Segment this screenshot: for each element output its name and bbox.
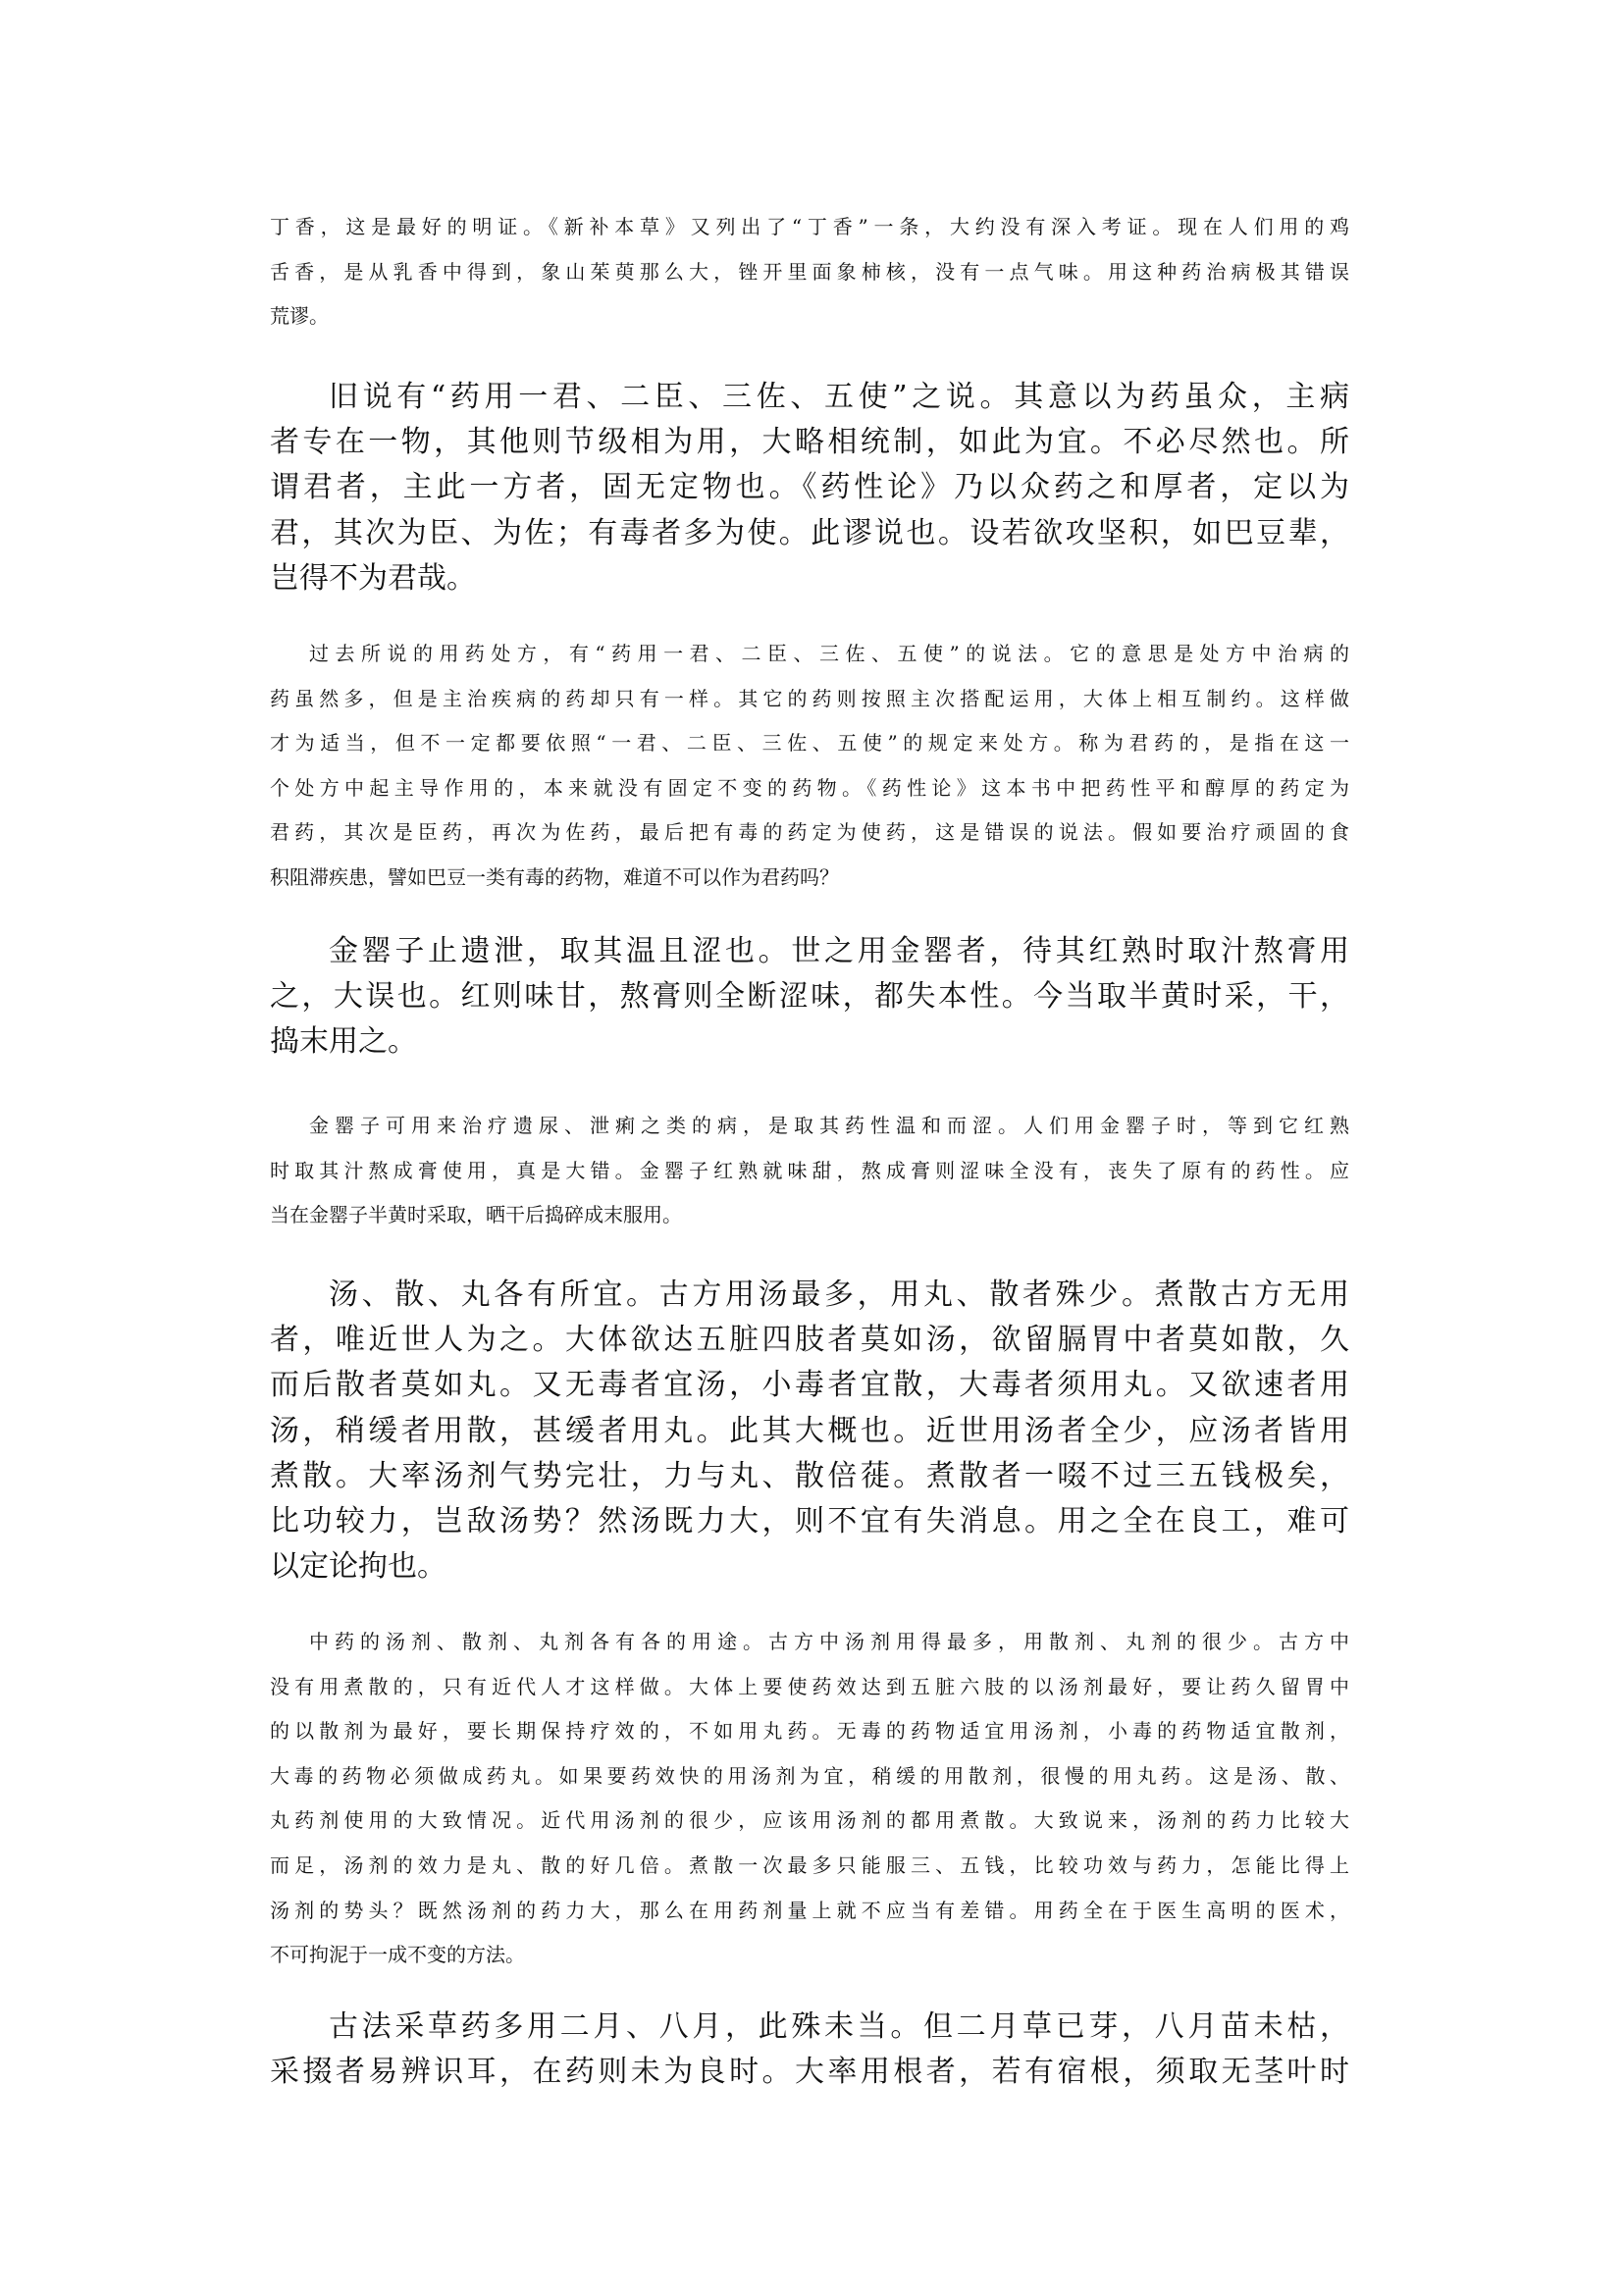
text-line: 不可拘泥于一成不变的方法。: [270, 1943, 525, 1967]
translation-paragraph-tang-san-wan: [270, 1620, 1349, 1978]
text-line: 煮散。大率汤剂气势完壮，力与丸、散倍蓰。煮散者一啜不过三五钱极矣，: [270, 1458, 1349, 1493]
text-line: 舌香，是从乳香中得到，象山茱萸那么大，锉开里面象柿核，没有一点气味。用这种药治病极其错误: [270, 259, 1349, 284]
translation-paragraph-jin-ying-zi: [270, 1104, 1349, 1238]
text-line: 汤剂的势头？既然汤剂的药力大，那么在用药剂量上就不应当有差错。用药全在于医生高明的医术，: [270, 1898, 1349, 1922]
text-line: 的以散剂为最好，要长期保持疗效的，不如用丸药。无毒的药物适宜用汤剂，小毒的药物适宜散剂，: [270, 1719, 1349, 1744]
text-line: 丁香，这是最好的明证。《新补本草》又列出了“丁香”一条，大约没有深入考证。现在人们用的鸡: [270, 215, 1349, 238]
text-line: 君药，其次是臣药，再次为佐药，最后把有毒的药定为使药，这是错误的说法。假如要治疗顽固的食: [270, 820, 1349, 845]
text-line: 君，其次为臣、为佐；有毒者多为使。此谬说也。设若欲攻坚积，如巴豆辈，: [270, 515, 1349, 550]
original-paragraph-tang-san-wan: [270, 1273, 1349, 1590]
text-line: 者，唯近世人为之。大体欲达五脏四肢者莫如汤，欲留膈胃中者莫如散，久: [270, 1323, 1349, 1358]
text-line: 者专在一物，其他则节级相为用，大略相统制，如此为宜。不必尽然也。所: [270, 425, 1349, 460]
text-line: 金罂子止遗泄，取其温且涩也。世之用金罂者，待其红熟时取汁熬膏用: [329, 934, 1349, 968]
text-line: 丸药剂使用的大致情况。近代用汤剂的很少，应该用汤剂的都用煮散。大致说来，汤剂的药力比较大: [270, 1808, 1349, 1833]
text-line: 之，大误也。红则味甘，熬膏则全断涩味，都失本性。今当取半黄时采，干，: [270, 979, 1349, 1015]
original-paragraph-herb-harvest: [270, 2005, 1349, 2095]
text-line: 采掇者易辨识耳，在药则未为良时。大率用根者，若有宿根，须取无茎叶时: [270, 2055, 1349, 2090]
translation-paragraph-clove: [270, 205, 1349, 339]
text-line: 旧说有“药用一君、二臣、三佐、五使”之说。其意以为药虽众，主病: [329, 380, 1349, 414]
text-line: 时取其汁熬成膏使用，真是大错。金罂子红熟就味甜，熬成膏则涩味全没有，丧失了原有的药性。应: [270, 1158, 1349, 1182]
text-line: 当在金罂子半黄时采取，晒干后捣碎成末服用。: [270, 1203, 682, 1227]
text-line: 积阻滞疾患，譬如巴豆一类有毒的药物，难道不可以作为君药吗？: [270, 864, 839, 889]
text-line: 中药的汤剂、散剂、丸剂各有各的用途。古方中汤剂用得最多，用散剂、丸剂的很少。古方中: [309, 1630, 1349, 1653]
text-line: 谓君者，主此一方者，固无定物也。《药性论》乃以众药之和厚者，定以为: [270, 470, 1349, 505]
text-line: 古法采草药多用二月、八月，此殊未当。但二月草已芽，八月苗未枯，: [329, 2009, 1349, 2044]
text-line: 以定论拘也。: [270, 1549, 446, 1585]
text-line: 个处方中起主导作用的，本来就没有固定不变的药物。《药性论》这本书中把药性平和醇厚的药定为: [270, 775, 1349, 800]
text-line: 没有用煮散的，只有近代人才这样做。大体上要使药效达到五脏六肢的以汤剂最好，要让药久留胃中: [270, 1674, 1349, 1698]
text-line: 荒谬。: [270, 304, 329, 329]
text-line: 才为适当，但不一定都要依照“一君、二臣、三佐、五使”的规定来处方。称为君药的，是指在这一: [270, 731, 1349, 756]
text-line: 金罂子可用来治疗遗尿、泄痢之类的病，是取其药性温和而涩。人们用金罂子时，等到它红熟: [309, 1114, 1349, 1137]
text-line: 而后散者莫如丸。又无毒者宜汤，小毒者宜散，大毒者须用丸。又欲速者用: [270, 1368, 1349, 1403]
text-line: 汤、散、丸各有所宜。古方用汤最多，用丸、散者殊少。煮散古方无用: [329, 1277, 1349, 1312]
text-line: 大毒的药物必须做成药丸。如果要药效快的用汤剂为宜，稍缓的用散剂，很慢的用丸药。这是汤、散、: [270, 1763, 1349, 1788]
text-line: 过去所说的用药处方，有“药用一君、二臣、三佐、五使”的说法。它的意思是处方中治病的: [309, 642, 1349, 665]
text-line: 捣末用之。: [270, 1024, 417, 1060]
text-line: 药虽然多，但是主治疾病的药却只有一样。其它的药则按照主次搭配运用，大体上相互制约。这样做: [270, 686, 1349, 710]
text-line: 岂得不为君哉。: [270, 560, 476, 596]
translation-paragraph-jun-chen-zuo-shi: [270, 632, 1349, 901]
text-line: 汤，稍缓者用散，甚缓者用丸。此其大概也。近世用汤者全少，应汤者皆用: [270, 1413, 1349, 1448]
original-paragraph-jin-ying-zi: [270, 929, 1349, 1066]
text-line: 比功较力，岂敌汤势？然汤既力大，则不宜有失消息。用之全在良工，难可: [270, 1504, 1349, 1539]
text-line: 而足，汤剂的效力是丸、散的好几倍。煮散一次最多只能服三、五钱，比较功效与药力，怎能比得上: [270, 1852, 1349, 1877]
original-paragraph-jun-chen-zuo-shi: [270, 375, 1349, 601]
